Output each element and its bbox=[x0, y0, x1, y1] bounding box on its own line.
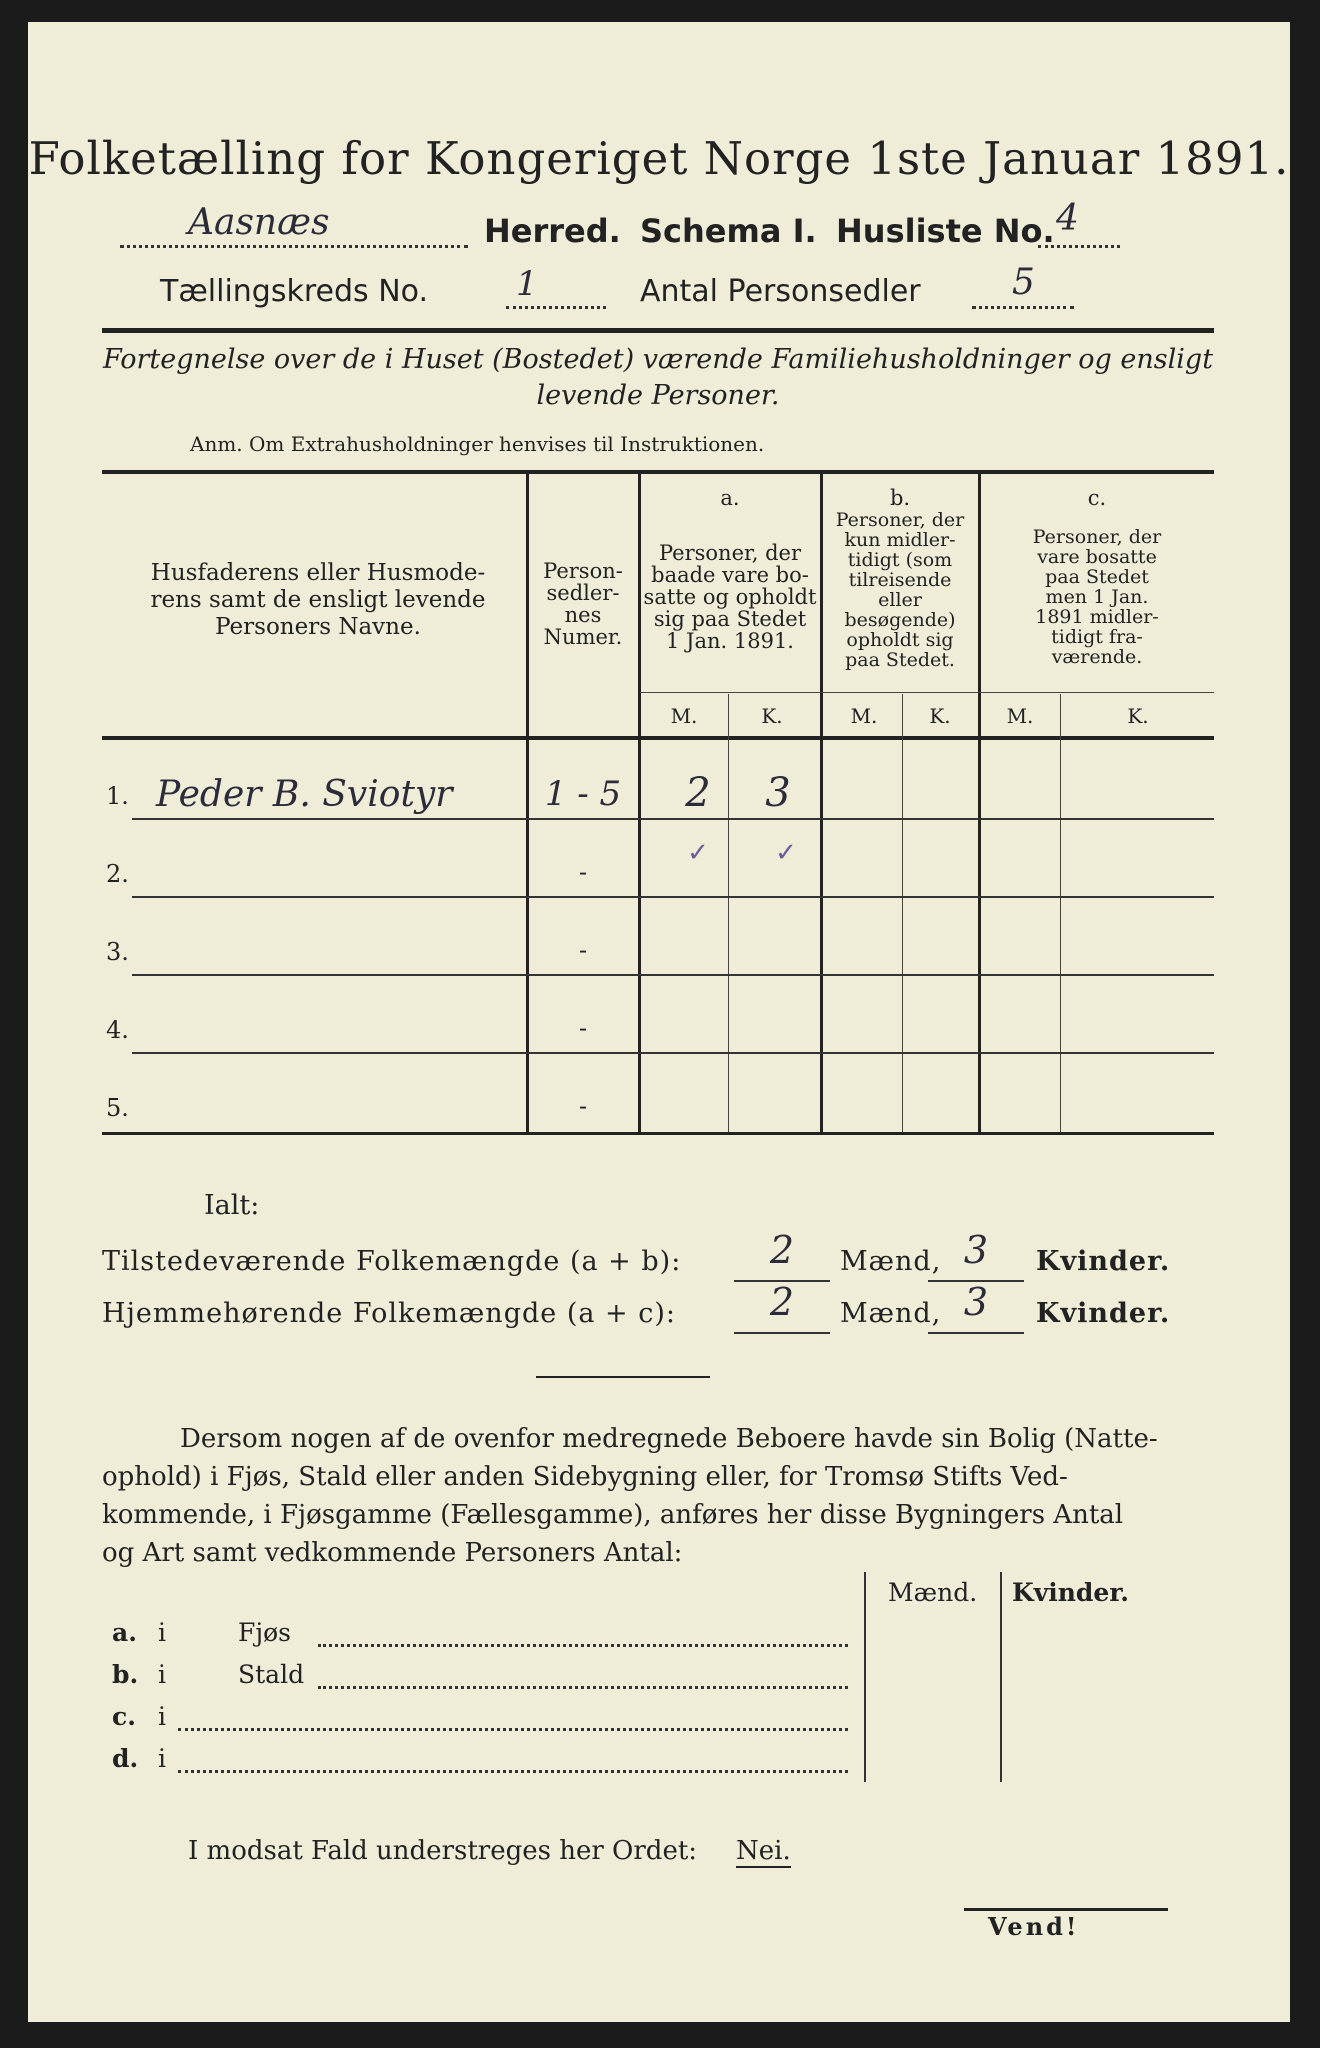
table-header-rule bbox=[102, 736, 1214, 740]
husliste-field bbox=[1038, 227, 1120, 248]
note: Anm. Om Extrahusholdninger henvises til Instruktionen. bbox=[190, 432, 765, 456]
hjemme-k-label: Kvinder. bbox=[1036, 1298, 1171, 1329]
row-line-2 bbox=[132, 896, 1214, 898]
hjemme-label: Hjemmehørende Folkemængde (a + c): bbox=[102, 1298, 676, 1329]
tilstede-m: 2 bbox=[769, 1228, 795, 1272]
row-2-am-check: ✓ bbox=[687, 838, 709, 868]
tilstede-k: 3 bbox=[963, 1228, 989, 1272]
building-a-letter: a. bbox=[112, 1618, 137, 1647]
building-d-letter: d. bbox=[112, 1744, 139, 1773]
row-4-number: 4. bbox=[106, 1016, 129, 1044]
row-3-number: 3. bbox=[106, 938, 129, 966]
building-c-i: i bbox=[158, 1702, 166, 1731]
form-title: Folketælling for Kongeriget Norge 1ste Januar 1891. bbox=[28, 132, 1290, 185]
b-m-label: M. bbox=[850, 704, 878, 728]
building-b-i: i bbox=[158, 1660, 166, 1689]
herred-label: Herred. bbox=[484, 212, 621, 250]
antal-label: Antal Personsedler bbox=[640, 274, 921, 309]
mk-rule bbox=[640, 692, 1214, 693]
building-b-name: Stald bbox=[238, 1660, 305, 1689]
table-vline-b bbox=[902, 694, 903, 1132]
col-b-letter: b. bbox=[889, 486, 911, 510]
building-a-dots bbox=[318, 1632, 848, 1647]
building-d-i: i bbox=[158, 1744, 166, 1773]
c-k-label: K. bbox=[1127, 704, 1149, 728]
tilstede-m-label: Mænd, bbox=[840, 1246, 942, 1277]
schema-label: Schema I. bbox=[640, 212, 817, 250]
a-k-label: K. bbox=[761, 704, 783, 728]
antal-value: 5 bbox=[1012, 262, 1035, 303]
col-a-letter: a. bbox=[720, 486, 740, 510]
col-c-letter: c. bbox=[1087, 486, 1107, 510]
hjemme-m-line bbox=[734, 1332, 830, 1334]
building-a-name: Fjøs bbox=[238, 1618, 291, 1647]
b-k-label: K. bbox=[929, 704, 951, 728]
row-line-1 bbox=[132, 818, 1214, 820]
building-c-letter: c. bbox=[112, 1702, 136, 1731]
tilstede-label: Tilstedeværende Folkemængde (a + b): bbox=[102, 1246, 682, 1277]
hjemme-m: 2 bbox=[769, 1280, 795, 1324]
nei-word: Nei. bbox=[736, 1836, 791, 1866]
subtitle-line2: levende Personer. bbox=[536, 380, 780, 411]
header-rule bbox=[102, 328, 1214, 333]
building-d-dots bbox=[178, 1758, 848, 1773]
table-bottom-rule bbox=[102, 1132, 1214, 1135]
kreds-value: 1 bbox=[516, 264, 538, 304]
row-4-num: - bbox=[578, 1014, 588, 1042]
building-c-dots bbox=[178, 1716, 848, 1731]
col-b-header: Personer, der kun midler- tidigt (som tilreisende eller besøgende) opholdt sig paa Stedet. bbox=[835, 509, 965, 671]
row-1-number: 1. bbox=[106, 782, 129, 810]
separator-rule bbox=[536, 1376, 710, 1378]
row-3-num: - bbox=[578, 936, 588, 964]
buildings-vline-1 bbox=[864, 1572, 866, 1782]
table-top-rule bbox=[102, 470, 1214, 474]
col-name-header: Husfaderens eller Husmode- rens samt de ensligt levende Personers Navne. bbox=[150, 560, 486, 640]
buildings-vline-2 bbox=[1000, 1572, 1002, 1782]
row-line-3 bbox=[132, 974, 1214, 976]
husliste-label: Husliste No. bbox=[836, 212, 1055, 250]
row-2-ak-check: ✓ bbox=[775, 838, 797, 868]
row-2-num: - bbox=[578, 858, 588, 886]
tilstede-k-label: Kvinder. bbox=[1036, 1246, 1171, 1277]
husliste-value: 4 bbox=[1056, 198, 1079, 239]
subtitle-line1: Fortegnelse over de i Huset (Bostedet) værende Familiehusholdninger og ensligt bbox=[102, 344, 1214, 375]
vend-rule bbox=[964, 1908, 1168, 1911]
row-5-num: - bbox=[578, 1092, 588, 1120]
herred-value: Aasnæs bbox=[188, 202, 330, 243]
hjemme-k-line bbox=[928, 1332, 1024, 1334]
col-num-header: Person- sedler- nes Numer. bbox=[543, 559, 623, 649]
modsat-text: I modsat Fald understreges her Ordet: bbox=[188, 1836, 698, 1866]
row-5-number: 5. bbox=[106, 1094, 129, 1122]
census-form bbox=[28, 22, 1290, 2022]
col-c-header: Personer, der vare bosatte paa Stedet men 1 Jan. 1891 midler- tidigt fra- værende. bbox=[1032, 526, 1162, 668]
row-line-4 bbox=[132, 1052, 1214, 1054]
kreds-label: Tællingskreds No. bbox=[160, 274, 428, 309]
ialt-label: Ialt: bbox=[204, 1190, 260, 1221]
hjemme-m-label: Mænd, bbox=[840, 1298, 942, 1329]
col-kvinder: Kvinder. bbox=[1012, 1578, 1129, 1607]
col-a-header: Personer, der baade vare bo- satte og opholdt sig paa Stedet 1 Jan. 1891. bbox=[643, 541, 817, 653]
c-m-label: M. bbox=[1006, 704, 1034, 728]
row-1-name: Peder B. Sviotyr bbox=[156, 774, 453, 815]
building-a-i: i bbox=[158, 1618, 166, 1647]
row-1-num: 1 - 5 bbox=[544, 774, 622, 814]
row-1-ak: 3 bbox=[765, 770, 791, 816]
table-vline-a bbox=[728, 694, 729, 1132]
row-2-number: 2. bbox=[106, 860, 129, 888]
col-maend: Mænd. bbox=[888, 1578, 978, 1607]
instruction-paragraph: Dersom nogen af de ovenfor medregnede Beboere havde sin Bolig (Natte- ophold) i Fjøs, Stald eller anden Sidebygning eller, for Tromsø Stifts Ved- kommende, i Fjøsgamme (Fællesgamme), anføres her disse Bygningers Antal og Art samt vedkommende Personers Antal: bbox=[102, 1424, 1158, 1568]
building-b-letter: b. bbox=[112, 1660, 139, 1689]
row-1-am: 2 bbox=[685, 770, 711, 816]
building-b-dots bbox=[318, 1674, 848, 1689]
a-m-label: M. bbox=[670, 704, 698, 728]
table-vline-c bbox=[1060, 694, 1061, 1132]
hjemme-k: 3 bbox=[963, 1280, 989, 1324]
vend-text: Vend! bbox=[988, 1912, 1080, 1941]
